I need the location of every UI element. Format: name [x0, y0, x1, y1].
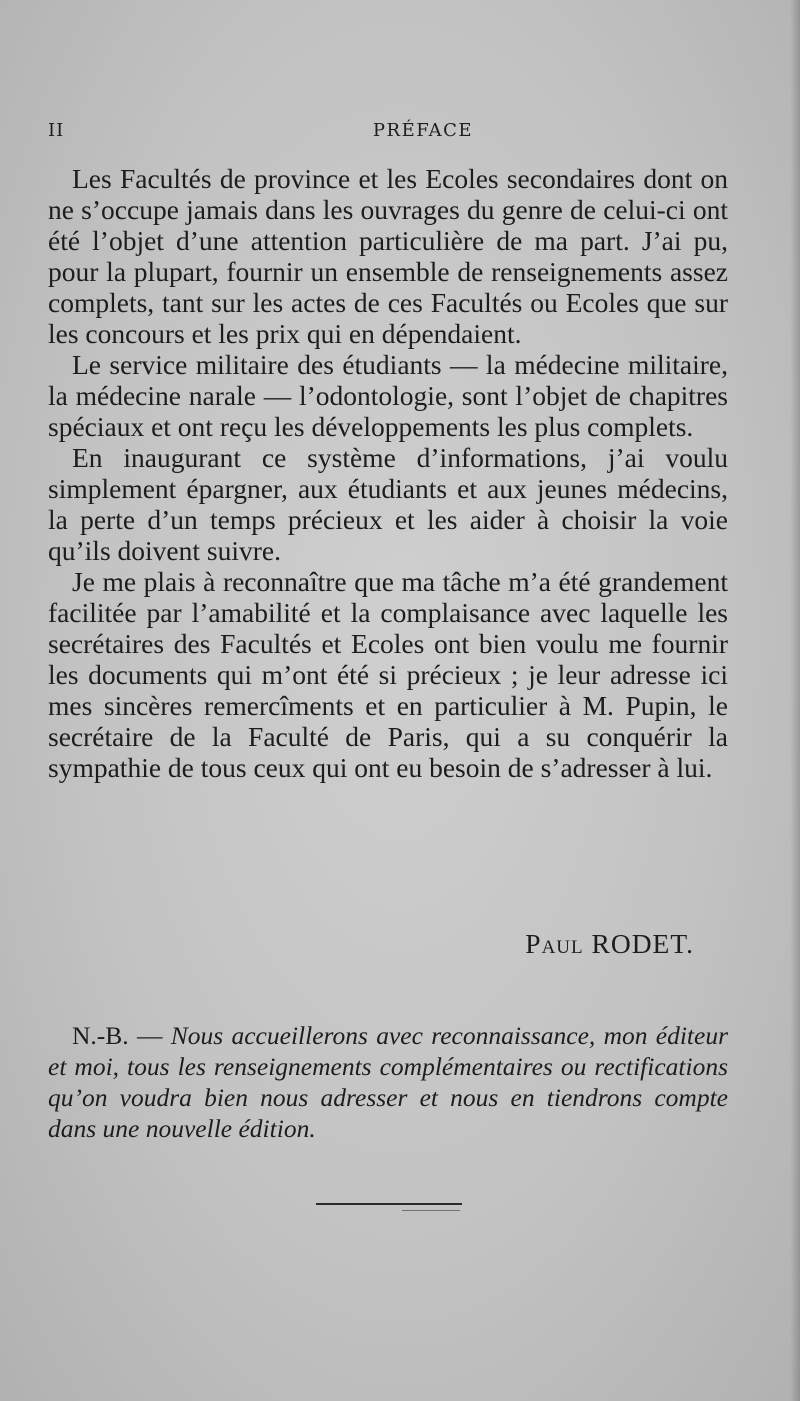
closing-rule-accent	[402, 1210, 460, 1211]
paragraph-2: Le service militaire des étudiants — la médecine militaire, la médecine narale — l’odontologie, sont l’objet de chapitres spéciaux et ont reçu les développements les plus complets.	[48, 349, 728, 442]
paragraph-1: Les Facultés de province et les Ecoles secondaires dont on ne s’occupe jamais dans les ouvrages du genre de celui-ci ont été l’objet d’une attention particulière de ma part. J’ai pu, pour la plupart, fournir un ensemble de renseignements assez complets, tant sur les actes de ces Facultés ou Ecoles que sur les concours et les prix qui en dépendaient.	[48, 163, 728, 349]
page-number: II	[48, 120, 65, 141]
running-title: PRÉFACE	[372, 120, 474, 141]
nota-bene	[48, 1020, 728, 1144]
page-edge-shadow	[790, 0, 800, 1401]
paragraph-4: Je me plais à reconnaître que ma tâche m’a été grandement facilitée par l’amabilité et la complaisance avec laquelle les secrétaires des Facultés et Ecoles ont bien voulu me fournir les documents qui m’ont été si précieux ; je leur adresse ici mes sincères remercîments et en particulier à M. Pupin, le secrétaire de la Faculté de Paris, qui a su conquérir la sympathie de tous ceux qui ont eu besoin de s’adresser à lui.	[48, 566, 728, 783]
author-signature: Paul RODET.	[525, 928, 694, 959]
nota-bene-text: Nous accueillerons avec reconnaissance, mon éditeur et moi, tous les renseignements complémentaires ou rectifications qu’on voudra bien nous adresser et nous en tiendrons compte dans une nouvelle édition.	[48, 1021, 729, 1143]
paragraph-3: En inaugurant ce système d’informations, j’ai voulu simplement épargner, aux étudiants et aux jeunes médecins, la perte d’un temps précieux et les aider à choisir la voie qu’ils doivent suivre.	[48, 442, 728, 566]
nota-bene-label: N.-B. —	[72, 1021, 171, 1050]
closing-rule	[316, 1203, 462, 1205]
preface-body	[48, 163, 728, 783]
running-head	[48, 120, 728, 150]
